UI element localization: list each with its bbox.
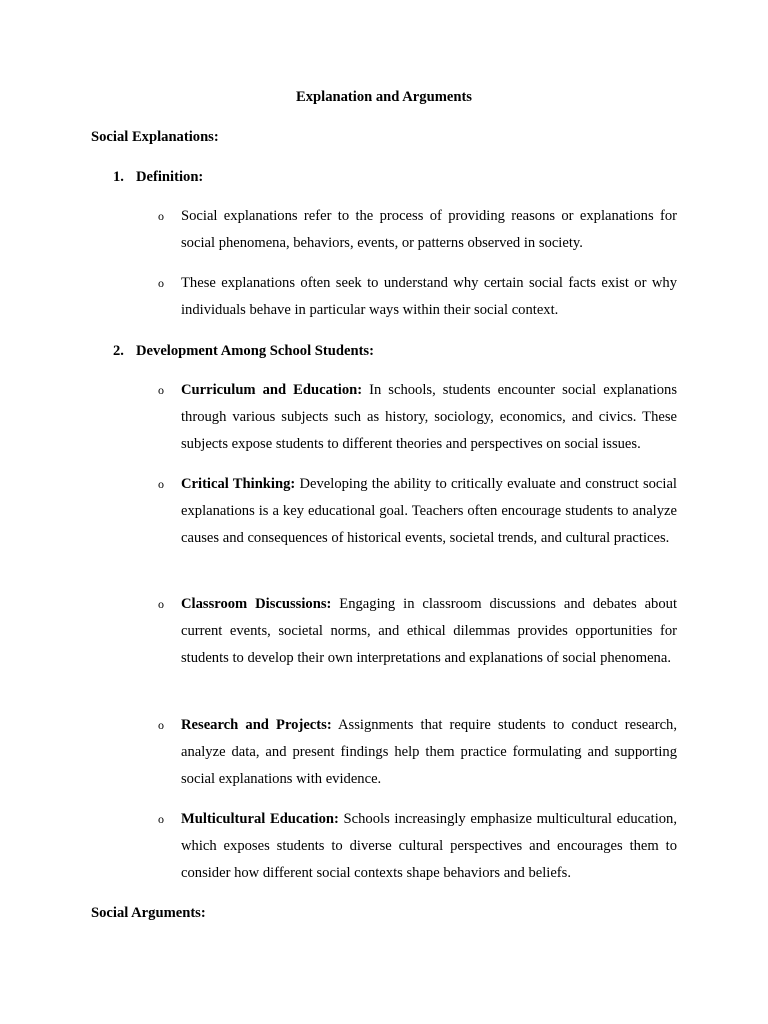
bullet-marker: o — [158, 477, 164, 491]
bullet-text — [181, 591, 677, 673]
bullet-marker: o — [158, 383, 164, 397]
bullet-marker: o — [158, 812, 164, 826]
bullet-text: These explanations often seek to understand why certain social facts exist or why individuals behave in particular ways within their social context. — [181, 275, 677, 319]
section-heading-social-explanations: Social Explanations: — [91, 129, 219, 145]
bullet-body: Developing the ability to critically evaluate and construct social explanations is a key educational goal. Teachers often encourage students to analyze causes and consequences of historical events, societal trends, and cultural practices. — [181, 476, 677, 547]
bullet-lead: Research and Projects: — [181, 717, 332, 733]
bullet-text — [181, 471, 677, 553]
item-number: 2. — [113, 343, 124, 359]
bullet-marker: o — [158, 209, 164, 223]
item-label: Definition: — [136, 169, 204, 185]
item-label: Development Among School Students: — [136, 343, 374, 359]
numbered-item-development — [113, 342, 374, 361]
bullet-marker: o — [158, 718, 164, 732]
bullet-item — [158, 471, 677, 553]
bullet-lead: Classroom Discussions: — [181, 596, 332, 612]
bullet-marker: o — [158, 276, 164, 290]
bullet-item — [158, 270, 677, 324]
bullet-item — [158, 712, 677, 794]
bullet-text — [181, 377, 677, 459]
bullet-item — [158, 806, 677, 888]
section-heading-social-arguments: Social Arguments: — [91, 905, 206, 921]
bullet-item — [158, 203, 677, 257]
page-title: Explanation and Arguments — [296, 89, 472, 105]
bullet-body: Schools increasingly emphasize multicultural education, which exposes students to diverse cultural perspectives and encourages them to consider how different social contexts shape behaviors and beliefs. — [181, 811, 677, 882]
bullet-lead: Curriculum and Education: — [181, 382, 363, 398]
numbered-item-definition — [113, 168, 203, 187]
bullet-marker: o — [158, 597, 164, 611]
bullet-body: Assignments that require students to conduct research, analyze data, and present findings help them practice formulating and supporting social explanations with evidence. — [181, 717, 677, 788]
bullet-item — [158, 377, 677, 459]
bullet-text — [181, 712, 677, 794]
bullet-lead: Critical Thinking: — [181, 476, 296, 492]
bullet-body: In schools, students encounter social explanations through various subjects such as history, sociology, economics, and civics. These subjects expose students to different theories and perspectives on social issues. — [181, 382, 677, 453]
bullet-text — [181, 806, 677, 888]
bullet-lead: Multicultural Education: — [181, 811, 339, 827]
bullet-text: Social explanations refer to the process of providing reasons or explanations for social phenomena, behaviors, events, or patterns observed in society. — [181, 208, 677, 252]
bullet-item — [158, 591, 677, 673]
item-number: 1. — [113, 169, 124, 185]
bullet-body: Engaging in classroom discussions and debates about current events, societal norms, and ethical dilemmas provides opportunities for students to develop their own interpretations and explanations of social phenomena. — [181, 596, 677, 667]
